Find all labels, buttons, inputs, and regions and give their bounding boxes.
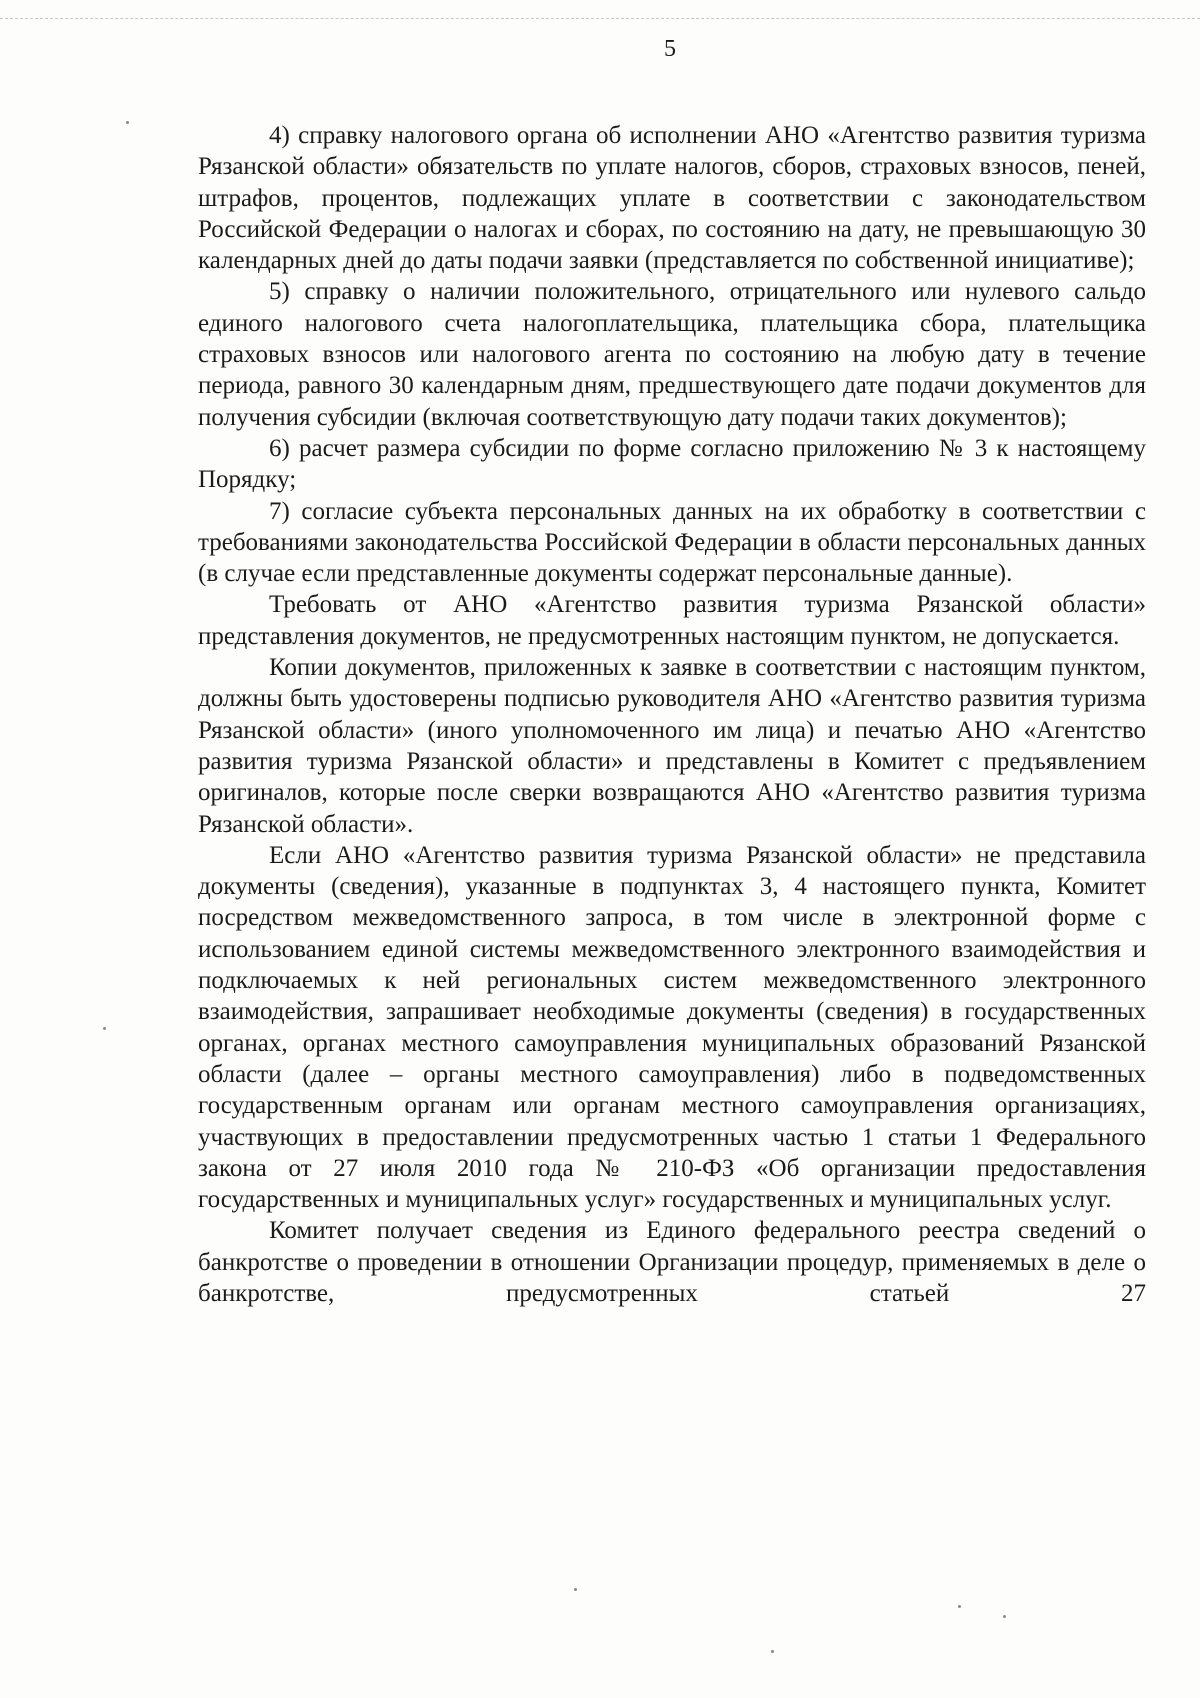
paragraph-document-copies: Копии документов, приложенных к заявке в соответствии с настоящим пунктом, должны быть удостоверены подписью руководителя АНО «Агентство развития туризма Рязанской области» (иного уполномоченного им лица) и печатью АНО «Агентство развития туризма Рязанской области» и представлены в Комитет с предъявлением оригиналов, которые после сверки возвращаются АНО «Агентство развития туризма Рязанской области».	[198, 654, 1146, 838]
scan-speck	[958, 1605, 961, 1608]
document-body	[198, 120, 1146, 1309]
paragraph-item-7: 7) согласие субъекта персональных данных на их обработку в соответствии с требованиями законодательства Российской Федерации в области персональных данных (в случае если представленные документы содержат персональные данные).	[198, 497, 1146, 588]
paragraph-interagency-request: Если АНО «Агентство развития туризма Рязанской области» не представила документы (сведения), указанные в подпунктах 3, 4 настоящего пункта, Комитет посредством межведомственного запроса, в том числе в электронной форме с использованием единой системы межведомственного электронного взаимодействия и подключаемых к ней региональных систем межведомственного электронного взаимодействия, запрашивает необходимые документы (сведения) в государственных органах, органах местного самоуправления муниципальных образований Рязанской области (далее – органы местного самоуправления) либо в подведомственных государственным органам или органам местного самоуправления организациях, участвующих в предоставлении предусмотренных частью 1 статьи 1 Федерального закона от 27 июля 2010 года № 210-ФЗ «Об организации предоставления государственных и муниципальных услуг» государственных и муниципальных услуг.	[198, 841, 1146, 1214]
paragraph-bankruptcy-registry: Комитет получает сведения из Единого федерального реестра сведений о банкротстве о проведении в отношении Организации процедур, применяемых в деле о банкротстве, предусмотренных статьей 27	[198, 1217, 1146, 1307]
paragraph-item-6: 6) расчет размера субсидии по форме согласно приложению № 3 к настоящему Порядку;	[198, 434, 1146, 494]
scan-speck	[771, 1650, 774, 1653]
scan-speck	[103, 1027, 106, 1030]
scan-speck	[574, 1588, 577, 1591]
scan-speck	[1003, 1615, 1006, 1618]
paragraph-item-5: 5) справку о наличии положительного, отрицательного или нулевого сальдо единого налогового счета налогоплательщика, плательщика сбора, плательщика страховых взносов или налогового агента по состоянию на любую дату в течение периода, равного 30 календарным дням, предшествующего дате подачи документов для получения субсидии (включая соответствующую дату подачи таких документов);	[198, 278, 1146, 431]
page-number: 5	[664, 36, 676, 62]
scan-top-edge	[0, 18, 1200, 21]
paragraph-no-extra-documents: Требовать от АНО «Агентство развития туризма Рязанской области» представления документов, не предусмотренных настоящим пунктом, не допускается.	[198, 591, 1146, 650]
paragraph-item-4: 4) справку налогового органа об исполнении АНО «Агентство развития туризма Рязанской области» обязательств по уплате налогов, сборов, страховых взносов, пеней, штрафов, процентов, подлежащих уплате в соответствии с законодательством Российской Федерации о налогах и сборах, по состоянию на дату, не превышающую 30 календарных дней до даты подачи заявки (представляется по собственной инициативе);	[198, 122, 1146, 275]
scan-speck	[126, 121, 129, 124]
